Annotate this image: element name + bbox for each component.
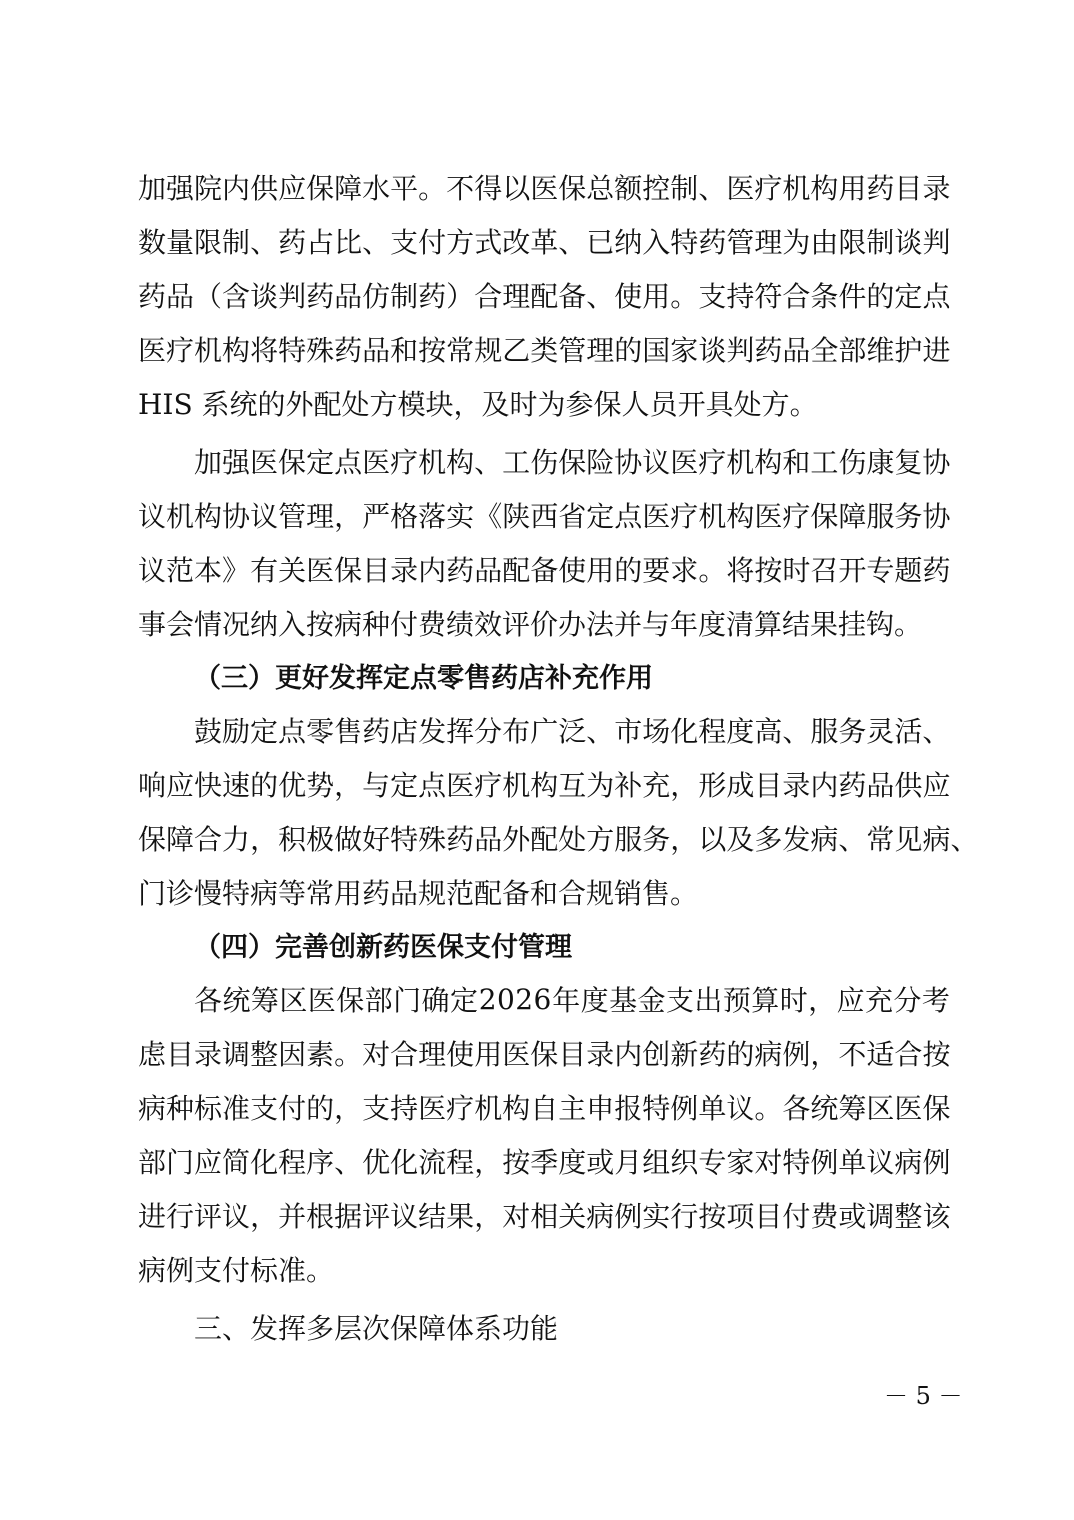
text-line: 响 应 快 速 的 优 势 ， 与 定 点 医 疗 机 构 互 为 补 充 ， 形 成 目 录 内 药 品 供 应 <box>138 769 951 802</box>
page-number: － 5 － <box>884 1382 963 1410</box>
text-line: 部 门 应 简 化 程 序 、 优 化 流 程 ， 按 季 度 或 月 组 织 专 家 对 特 例 单 议 病 例 <box>138 1146 951 1179</box>
text-line: 保 障 合 力 ， 积 极 做 好 特 殊 药 品 外 配 处 方 服 务 ， 以 及 多 发 病 、 常 见 病 、 <box>138 823 979 856</box>
text-line: 加 强 医 保 定 点 医 疗 机 构 、 工 伤 保 险 协 议 医 疗 机 构 和 工 伤 康 复 协 <box>194 446 951 479</box>
text-line: 病 种 标 准 支 付 的 ， 支 持 医 疗 机 构 自 主 申 报 特 例 单 议 。 各 统 筹 区 医 保 <box>138 1092 951 1125</box>
text-line: 各 统 筹 区 医 保 部 门 确 定 2 0 2 6 年 度 基 金 支 出 预 算 时 ， 应 充 分 考 <box>194 982 950 1017</box>
text-line: HIS 系统的外配处方模块，及时为参保人员开具处方。 <box>138 388 818 421</box>
text-line: 病例支付标准。 <box>138 1254 335 1287</box>
text-line: 数 量 限 制 、 药 占 比 、 支 付 方 式 改 革 、 已 纳 入 特 药 管 理 为 由 限 制 谈 判 <box>138 226 951 259</box>
text-line: 药 品 （ 含 谈 判 药 品 仿 制 药 ） 合 理 配 备 、 使 用 。 支 持 符 合 条 件 的 定 点 <box>138 280 951 313</box>
text-line: 进 行 评 议 ， 并 根 据 评 议 结 果 ， 对 相 关 病 例 实 行 按 项 目 付 费 或 调 整 该 <box>138 1200 951 1233</box>
text-line: 加 强 院 内 供 应 保 障 水 平 。 不 得 以 医 保 总 额 控 制 、 医 疗 机 构 用 药 目 录 <box>138 172 951 205</box>
text-line: 议 机 构 协 议 管 理 ， 严 格 落 实 《 陕 西 省 定 点 医 疗 机 构 医 疗 保 障 服 务 协 <box>138 500 951 533</box>
text-line: 议 范 本 》 有 关 医 保 目 录 内 药 品 配 备 使 用 的 要 求 。 将 按 时 召 开 专 题 药 <box>138 554 951 587</box>
text-line: 鼓 励 定 点 零 售 药 店 发 挥 分 布 广 泛 、 市 场 化 程 度 高 、 服 务 灵 活 、 <box>194 715 951 748</box>
heading-text: （四）完善创新药医保支付管理 <box>194 931 572 963</box>
heading-text: 三、发挥多层次保障体系功能 <box>194 1312 559 1345</box>
text-line: 医 疗 机 构 将 特 殊 药 品 和 按 常 规 乙 类 管 理 的 国 家 谈 判 药 品 全 部 维 护 进 <box>138 334 951 367</box>
text-line: 事会情况纳入按病种付费绩效评价办法并与年度清算结果挂钩。 <box>138 608 923 641</box>
text-line: 门诊慢特病等常用药品规范配备和合规销售。 <box>138 877 699 910</box>
text-line: 虑 目 录 调 整 因 素 。 对 合 理 使 用 医 保 目 录 内 创 新 药 的 病 例 ， 不 适 合 按 <box>138 1038 951 1071</box>
heading-text: （三）更好发挥定点零售药店补充作用 <box>194 662 653 694</box>
